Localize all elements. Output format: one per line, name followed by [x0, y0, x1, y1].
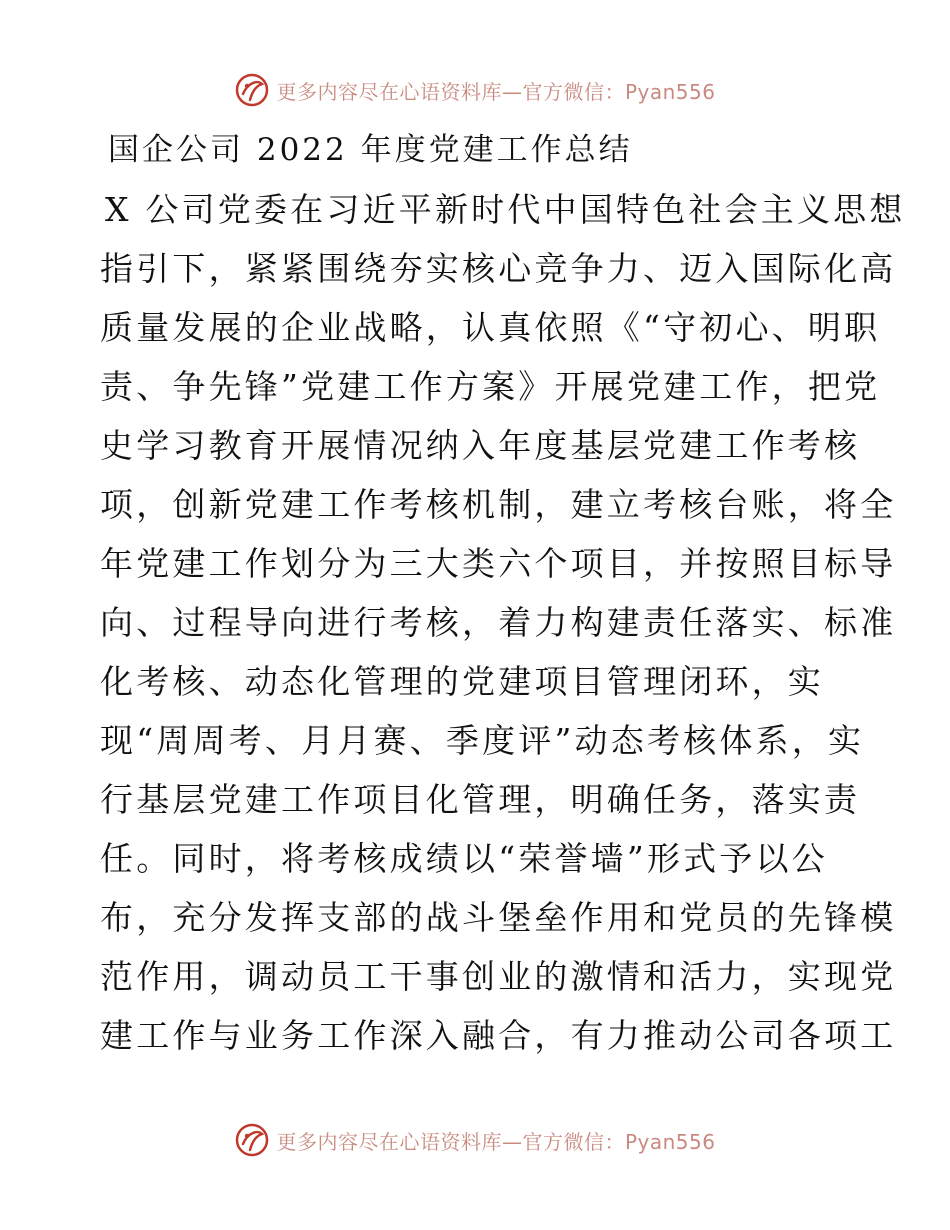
- body-line: 任。同时，将考核成绩以“荣誉墙”形式予以公: [100, 839, 828, 878]
- watermark-text: 更多内容尽在心语资料库—官方微信：Pyan556: [276, 79, 716, 104]
- body-line: 向、过程导向进行考核，着力构建责任落实、标准: [100, 603, 897, 642]
- body-line: 项，创新党建工作考核机制，建立考核台账，将全: [100, 485, 897, 524]
- logo-icon: [234, 72, 270, 108]
- logo-icon: [234, 1122, 270, 1158]
- body-line: 化考核、动态化管理的党建项目管理闭环，实: [100, 662, 824, 701]
- body-line: 责、争先锋”党建工作方案》开展党建工作，把党: [100, 367, 881, 406]
- body-line: 指引下，紧紧围绕夯实核心竞争力、迈入国际化高: [100, 249, 897, 288]
- footer-watermark: [0, 1120, 950, 1160]
- body-line: X 公司党委在习近平新时代中国特色社会主义思想: [105, 190, 906, 229]
- document-title: 国企公司 2022 年度党建工作总结: [108, 132, 633, 168]
- body-line: 布，充分发挥支部的战斗堡垒作用和党员的先锋模: [100, 898, 897, 937]
- body-line: 年党建工作划分为三大类六个项目，并按照目标导: [100, 544, 897, 583]
- body-line: 质量发展的企业战略，认真依照《“守初心、明职: [100, 308, 881, 347]
- body-line: 范作用，调动员工干事创业的激情和活力，实现党: [100, 957, 897, 996]
- body-line: 行基层党建工作项目化管理，明确任务，落实责: [100, 780, 861, 819]
- header-watermark: [0, 70, 950, 110]
- body-line: 建工作与业务工作深入融合，有力推动公司各项工: [100, 1016, 897, 1055]
- body-line: 史学习教育开展情况纳入年度基层党建工作考核: [100, 426, 861, 465]
- body-line: 现“周周考、月月赛、季度评”动态考核体系，实: [100, 721, 865, 760]
- watermark-text: 更多内容尽在心语资料库—官方微信：Pyan556: [276, 1129, 716, 1154]
